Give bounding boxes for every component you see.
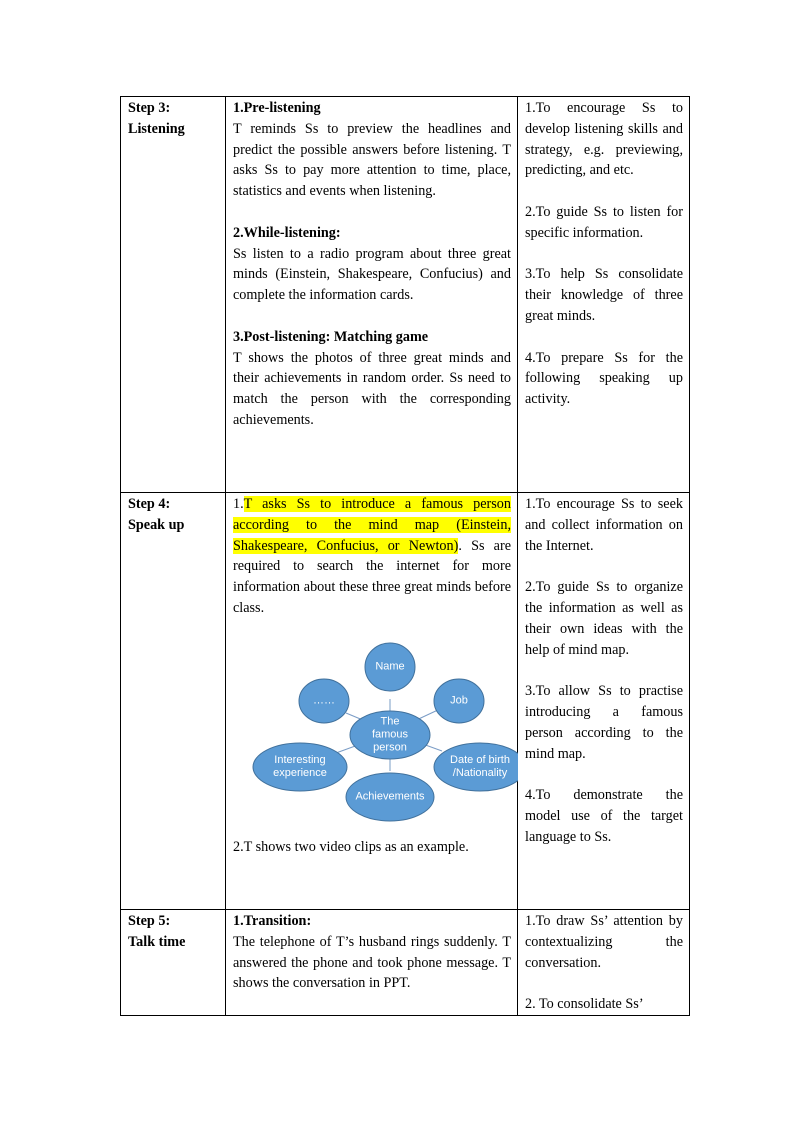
activity-cell [226,910,518,1016]
activity-cell [226,493,518,910]
step-number: Step 5: [128,913,171,929]
pre-listening-heading: 1.Pre-listening [233,100,321,116]
step-cell [121,97,226,493]
name-node-label: Name [375,660,405,673]
instruction-rest: . Ss are required to search the internet for more information about these three great minds before class. [233,537,511,616]
step-cell [121,910,226,1016]
purpose-item: 4.To demonstrate the model use of the target language to Ss. [525,787,683,845]
purpose-cell [518,97,690,493]
purpose-item: 2. To consolidate Ss’ [525,996,644,1013]
activity-cell [226,97,518,493]
center-node-label: The famous person [371,715,409,754]
purpose-item: 3.To allow Ss to practise introducing a famous person according to the mind map. [525,683,683,762]
video-clips-text: 2.T shows two video clips as an example. [233,838,469,855]
step-number: Step 4: [128,496,171,512]
date-node-label: Date of birth /Nationality [450,753,510,779]
ellipsis-node-label: …… [313,694,335,707]
mind-map-diagram [226,619,518,825]
table-row-step-4 [121,493,690,910]
speak-up-instruction [233,494,511,619]
item-number: 1. [233,496,244,512]
lesson-plan-table [120,96,690,1016]
step-number: Step 3: [128,100,171,116]
purpose-item: 2.To guide Ss to listen for specific information. [525,203,683,241]
table-row-step-3 [121,97,690,493]
while-listening-heading: 2.While-listening: [233,224,341,241]
purpose-item: 1.To encourage Ss to seek and collect information on the Internet. [525,496,683,554]
transition-text: The telephone of T’s husband rings suddenly. T answered the phone and took phone message. T shows the conversation in PPT. [233,933,511,992]
step-cell [121,493,226,910]
while-listening-text: Ss listen to a radio program about three great minds (Einstein, Shakespeare, Confucius) and complete the information cards. [233,245,511,304]
purpose-item: 1.To draw Ss’ attention by contextualizing the conversation. [525,913,683,971]
job-node-label: Job [450,694,468,707]
purpose-item: 2.To guide Ss to organize the information as well as their own ideas with the help of mind map. [525,579,683,658]
highlighted-text: T asks Ss to introduce a famous person according to the mind map (Einstein, Shakespeare, Confucius, or Newton) [233,496,511,554]
purpose-item: 1.To encourage Ss to develop listening skills and strategy, e.g. previewing, predicting, and etc. [525,100,683,179]
purpose-cell [518,910,690,1016]
table-row-step-5 [121,910,690,1016]
step-title: Speak up [128,516,185,533]
step-title: Listening [128,120,185,137]
purpose-cell [518,493,690,910]
post-listening-text: T shows the photos of three great minds and their achievements in random order. Ss need to match the person with the corresponding achievements. [233,349,511,428]
interesting-node-label: Interesting experience [273,753,327,779]
achievements-node-label: Achievements [355,790,425,803]
purpose-item: 4.To prepare Ss for the following speaking up activity. [525,349,683,408]
pre-listening-text: T reminds Ss to preview the headlines and predict the possible answers before listening. T asks Ss to pay more attention to time, place, statistics and events when listening. [233,120,511,200]
post-listening-heading: 3.Post-listening: Matching game [233,328,429,345]
purpose-item: 3.To help Ss consolidate their knowledge of three great minds. [525,266,683,324]
transition-heading: 1.Transition: [233,913,312,929]
step-title: Talk time [128,933,186,950]
